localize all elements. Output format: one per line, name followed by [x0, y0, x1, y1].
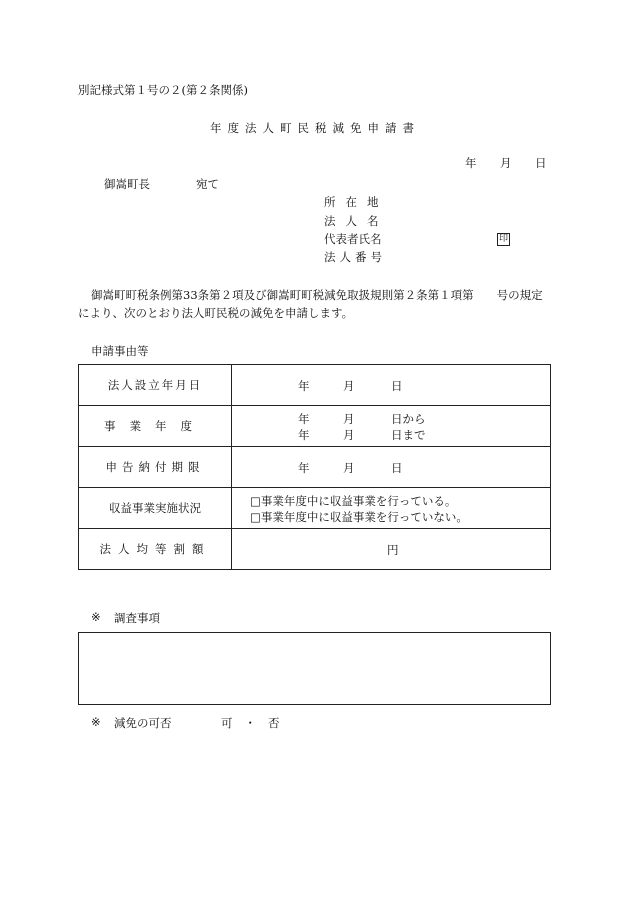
- table-row: [79, 365, 551, 406]
- from-year: 年: [298, 412, 310, 426]
- ymd-day: 日: [391, 461, 403, 475]
- date-year: 年: [465, 156, 477, 170]
- decision-label: 減免の可否: [114, 716, 172, 730]
- yen-unit: 円: [387, 543, 399, 557]
- decision-mark: ※: [91, 715, 101, 729]
- ymd-month: 月: [343, 461, 355, 475]
- date-day: 日: [535, 156, 547, 170]
- address-label: 所在地: [324, 195, 389, 209]
- survey-box[interactable]: [78, 632, 551, 705]
- representative-label: 代表者氏名: [324, 232, 382, 246]
- survey-mark: ※: [91, 610, 101, 624]
- row-label-per-capita-levy: 法人均等割額: [79, 529, 232, 570]
- establishment-date-field[interactable]: [232, 365, 551, 406]
- ymd-month: 月: [343, 379, 355, 393]
- per-capita-levy-field[interactable]: [232, 529, 551, 570]
- addressee-name: 御嵩町長: [104, 177, 150, 191]
- ymd-year: 年: [298, 379, 310, 393]
- section-label: 申請事由等: [91, 344, 149, 358]
- table-row: [79, 406, 551, 447]
- row-label-profit-business: 収益事業実施状況: [79, 488, 232, 529]
- row-label-fiscal-year: 事業年度: [79, 406, 232, 447]
- from-day: 日から: [391, 412, 426, 426]
- filing-deadline-field[interactable]: [232, 447, 551, 488]
- form-reference: 別記様式第１号の２(第２条関係): [78, 83, 248, 97]
- survey-label: 調査事項: [114, 611, 160, 625]
- checkbox-not-conducting[interactable]: □事業年度中に収益事業を行っていない。: [250, 510, 468, 524]
- decision-options[interactable]: 可・否: [221, 716, 292, 730]
- ymd-day: 日: [391, 379, 403, 393]
- corporation-number-label: 法人番号: [324, 250, 386, 264]
- table-row: [79, 447, 551, 488]
- fiscal-year-field[interactable]: [232, 406, 551, 447]
- corporation-name-label: 法人名: [324, 214, 389, 228]
- page-title: 年度法人町民税減免申請書: [210, 121, 420, 135]
- date-month: 月: [500, 156, 512, 170]
- ymd-year: 年: [298, 461, 310, 475]
- checkbox-conducting[interactable]: □事業年度中に収益事業を行っている。: [250, 494, 457, 508]
- row-label-establishment: 法人設立年月日: [79, 365, 232, 406]
- to-day: 日まで: [391, 428, 426, 442]
- body-line-1: 御嵩町町税条例第33条第２項及び御嵩町町税減免取扱規則第２条第１項第 号の規定: [91, 288, 543, 302]
- addressee-suffix: 宛て: [196, 177, 219, 191]
- application-table: [78, 364, 551, 570]
- table-row: [79, 529, 551, 570]
- from-month: 月: [343, 412, 355, 426]
- seal-label: 印: [498, 234, 508, 244]
- to-year: 年: [298, 428, 310, 442]
- row-label-filing-deadline: 申告納付期限: [79, 447, 232, 488]
- profit-business-field: [232, 488, 551, 529]
- table-row: [79, 488, 551, 529]
- seal-mark: [497, 230, 510, 246]
- to-month: 月: [343, 428, 355, 442]
- body-line-2: により、次のとおり法人町民税の減免を申請します。: [78, 306, 354, 320]
